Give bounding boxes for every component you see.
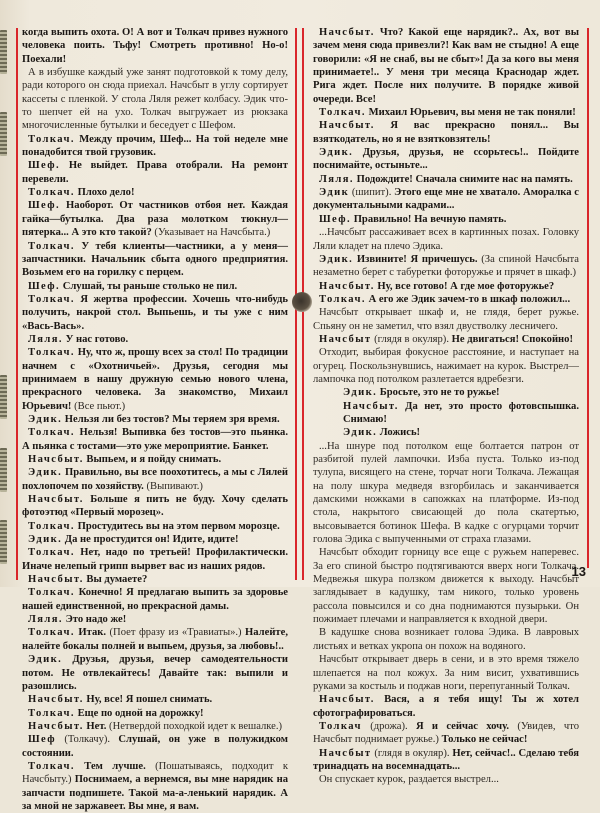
- dialogue-text: Я и сейчас хочу.: [407, 720, 510, 732]
- speaker-name: Шеф.: [28, 200, 61, 212]
- paragraph: [313, 280, 579, 293]
- speaker-name: Начсбыт.: [28, 454, 84, 465]
- speaker-name: Начсбыт.: [319, 120, 375, 132]
- dialogue-text: Не двигаться! Спокойно!: [448, 333, 573, 345]
- stage-direction: А в избушке каждый уже занят подготовкой к тому делу, ради которого он сюда приехал. Начсбыт в углу сортирует кассеты с пленкой. У стола Ляля режет колбасу. Эдик что-то шепчет ей на ухо. Толкач выгружает из рюкзака многочисленные бутылки и беседует с Шефом.: [22, 67, 288, 132]
- stage-direction: Отходит, выбирая фокусное расстояние, и наступает на огурец. Поскользнувшись, нажимает на курок. Выстрел—лампочка под потолком разлетается вдребезги.: [313, 347, 579, 385]
- paragraph: [313, 306, 579, 333]
- page-number: 13: [571, 564, 586, 579]
- speaker-name: Толкач.: [28, 133, 75, 145]
- speaker-name: Эдик.: [319, 147, 354, 159]
- left-column-text: [22, 26, 288, 813]
- paragraph: [313, 400, 579, 427]
- dialogue-text: Поснимаем, а вернемся, вы мне нарядик на запчасти подпишете. Такой ма-а-ленький нарядик. А за мной не заржавеет. Вы мне, я вам.: [22, 774, 288, 812]
- paragraph: [313, 386, 579, 399]
- dialogue-text: Налейте, налейте бокалы полней и выпьем, друзья, за любовь!..: [22, 627, 288, 652]
- dialogue-text: Правильно! На вечную память.: [351, 213, 507, 225]
- binding-ring: [0, 520, 7, 564]
- paragraph: [22, 159, 288, 186]
- speaker-name: Толкач.: [28, 293, 75, 305]
- speaker-name: Ляля.: [28, 333, 63, 345]
- paragraph: [22, 240, 288, 280]
- stage-direction: В кадушке снова возникает голова Эдика. В лавровых листьях и ветках укропа он похож на водяного.: [313, 627, 579, 652]
- paragraph: [22, 426, 288, 453]
- speaker-name: Начсбыт.: [319, 280, 375, 292]
- dialogue-text: Я жертва профессии. Хочешь что-нибудь получить, накрой стол. Выпьешь, и ты уже с ним «Вась-Вась».: [22, 293, 288, 332]
- dialogue-text: Бросьте, это не то ружье!: [377, 387, 500, 399]
- speaker-name: Эдик.: [343, 387, 378, 399]
- speaker-name: Начсбыт: [319, 747, 372, 759]
- dialogue-text: Ложись!: [377, 427, 421, 439]
- speaker-name: Начсбыт.: [28, 694, 84, 706]
- paragraph: [22, 720, 288, 733]
- speaker-name: Толкач.: [28, 240, 75, 252]
- dialogue-text: Друзья, друзья, вечер самодеятельности потом. Не отвлекайтесь! Давайте так: выпили и разошлись.: [22, 654, 288, 692]
- stage-direction: (Все пьют.): [71, 400, 126, 412]
- dialogue-text: Ну, все! Я пошел снимать.: [83, 694, 213, 706]
- speaker-name: Эдик.: [28, 534, 63, 546]
- dialogue-text: Не выйдет. Права отобрали. На ремонт перевели.: [22, 160, 288, 185]
- dialogue-text: Правильно, вы все поохотитесь, а мы с Лялей похлопочем по хозяйству.: [22, 467, 288, 492]
- dialogue-text: Ну, что ж, прошу всех за стол! По традиции начнем с «Охотничьей». Друзья, сегодня мы принимаем в нашу дружную семью нового члена, прекрасного человека. За знакомство, Михаил Юрьевич!: [22, 347, 288, 412]
- speaker-name: Шеф: [28, 734, 56, 746]
- paragraph: [22, 493, 288, 520]
- paragraph: [313, 626, 579, 653]
- speaker-name: Эдик.: [28, 413, 63, 425]
- dialogue-text: Что? Какой еще нарядик?.. Ах, вот вы зачем меня сюда привезли?! Как вам не стыдно! А еще говорили: «Я не снаб, вы не сбыт»! Да за кого вы меня принимаете!.. У меня три месяца Краснодар ждет. Рига ждет. После них получите. В порядке живой очереди. Все!: [313, 27, 579, 105]
- paragraph: [313, 186, 579, 213]
- paragraph: [22, 280, 288, 293]
- speaker-name: Толкач.: [28, 347, 75, 359]
- paragraph: [22, 586, 288, 613]
- paragraph: [22, 707, 288, 720]
- stage-direction: (Поет фразу из «Травиаты».): [106, 627, 242, 639]
- stage-direction: (За спиной Начсбыта незаметно берет с табуретки фоторужье и прячет в шкаф.): [313, 253, 579, 279]
- left-column-rule-left: [16, 28, 18, 580]
- paragraph: [22, 733, 288, 760]
- dialogue-text: У тебя клиенты—частники, а у меня—запчастники. Начальник сбыта одного предприятия. Возьмем его на горилку с перцем.: [22, 240, 288, 279]
- dialogue-text: Я вас прекрасно понял... Вы взяткодатель, но я не взятковзятель!: [313, 120, 579, 145]
- paragraph: [313, 226, 579, 253]
- speaker-name: Начсбыт.: [319, 694, 375, 706]
- dialogue-text: Ну, все готово! А где мое фоторужье?: [374, 280, 555, 292]
- stage-direction: (Указывает на Начсбыта.): [151, 227, 271, 239]
- paragraph: [313, 747, 579, 774]
- speaker-name: Начсбыт.: [343, 400, 399, 412]
- dialogue-text: Тем лучше.: [74, 760, 146, 772]
- paragraph: [313, 293, 579, 306]
- speaker-name: Ляля.: [28, 614, 63, 626]
- stage-direction: Начсбыт обходит горницу все еще с ружьем наперевес. За его спиной быстро подтягиваются вверх ноги Толкача. Медвежья шкура ползком движется к выходу. Начсбыт заглядывает в кадушку, там никого, только уровень рассола повысился и со дна поднимаются пузырьки. Он пожимает плечами и направляется к входной двери.: [313, 547, 579, 626]
- dialogue-text: Итак.: [74, 627, 107, 639]
- speaker-name: Толкач.: [28, 760, 75, 772]
- dialogue-text: Нет, сейчас!.. Сделаю тебя тринадцать на восемнадцать...: [313, 747, 579, 772]
- stage-direction: (Нетвердой походкой идет к вешалке.): [106, 720, 283, 732]
- speaker-name: Толкач.: [28, 520, 75, 532]
- paragraph: [313, 26, 579, 106]
- paragraph: [22, 760, 288, 813]
- dialogue-text: Только не сейчас!: [438, 734, 528, 746]
- stage-direction: (глядя в окуляр).: [371, 747, 450, 759]
- dialogue-text: Вася, а я тебя ищу! Ты ж хотел сфотографироваться.: [313, 694, 579, 719]
- dialogue-text: Еще по одной на дорожку!: [74, 707, 204, 719]
- dialogue-text: Нет, надо по третьей! Профилактически. Иначе нелепый грипп вырвет вас из наших рядов.: [22, 547, 288, 572]
- speaker-name: Толкач.: [319, 107, 366, 119]
- dialogue-text: Нет.: [83, 720, 107, 732]
- dialogue-text: Плохо дело!: [74, 187, 135, 199]
- speaker-name: Эдик.: [28, 467, 63, 479]
- speaker-name: Толкач: [319, 720, 362, 732]
- paragraph: [313, 653, 579, 693]
- right-column-text: [313, 26, 579, 787]
- stage-direction: (глядя в окуляр).: [371, 333, 449, 345]
- dialogue-text: А его же Эдик зачем-то в шкаф положил...: [365, 293, 571, 305]
- binding-ring: [0, 112, 7, 156]
- paragraph: [313, 440, 579, 547]
- paragraph: [22, 626, 288, 653]
- dialogue-text: Извините! Я причешусь.: [353, 253, 478, 265]
- paragraph: [22, 466, 288, 493]
- paragraph: [22, 546, 288, 573]
- paragraph: [313, 426, 579, 439]
- dialogue-text: Больше я пить не буду. Хочу сделать фотоэтюд «Первый морозец».: [22, 494, 288, 519]
- paragraph: [22, 520, 288, 533]
- speaker-name: Толкач.: [28, 707, 75, 719]
- dialogue-text: Конечно! Я предлагаю выпить за здоровье нашей единственной, но прекрасной дамы.: [22, 587, 288, 612]
- dialogue-text: Это надо же!: [62, 614, 127, 626]
- dialogue-text: Друзья, друзья, не ссорьтесь!.. Пойдите поснимайте, остыньте...: [313, 147, 579, 172]
- dialogue-text: Нельзя! Выпивка без тостов—это пьянка. А пьянка с тостами—это уже мероприятие. Банкет.: [22, 427, 288, 452]
- stage-direction: (Выпивают.): [143, 480, 203, 492]
- speaker-name: Начсбыт: [319, 333, 372, 345]
- speaker-name: Начсбыт.: [28, 494, 84, 506]
- speaker-name: Толкач.: [319, 293, 366, 305]
- speaker-name: Толкач.: [28, 187, 75, 199]
- paragraph: [22, 333, 288, 346]
- speaker-name: Шеф.: [28, 280, 61, 292]
- speaker-name: Начсбыт.: [319, 27, 375, 38]
- dialogue-text: Простудитесь вы на этом первом морозце.: [74, 520, 280, 532]
- paragraph: [22, 346, 288, 413]
- stage-direction: (Толкачу).: [56, 734, 111, 746]
- paragraph: [22, 199, 288, 239]
- speaker-name: Толкач.: [28, 427, 75, 439]
- paragraph: [313, 333, 579, 346]
- stage-direction: (шипит).: [349, 187, 392, 199]
- speaker-name: Эдик.: [319, 253, 354, 265]
- stage-direction: (дрожа).: [361, 720, 408, 732]
- paragraph: [22, 453, 288, 466]
- dialogue-text: Да не простудится он! Идите, идите!: [62, 534, 239, 546]
- binding-ring: [0, 375, 7, 419]
- stage-direction: Начсбыт открывает шкаф и, не глядя, берет ружье. Спьяну он не заметил, что взял двустволку лесничего.: [313, 307, 579, 332]
- speaker-name: Толкач.: [28, 587, 75, 599]
- dialogue-text: У нас готово.: [62, 333, 129, 345]
- dialogue-text: Нельзя ли без тостов? Мы теряем зря время.: [62, 413, 280, 425]
- right-column-rule-right: [587, 28, 589, 568]
- speaker-name: Ляля.: [319, 173, 354, 185]
- dialogue-text: Наоборот. От частников отбоя нет. Каждая гайка—бутылка. Два раза молотком тюкнул—пятерка... А это кто такой?: [22, 200, 288, 239]
- punch-hole: [292, 292, 312, 312]
- speaker-name: Начсбыт.: [28, 720, 84, 732]
- paragraph: [313, 173, 579, 186]
- dialogue-text: Да нет, это просто фотовспышка. Снимаю!: [343, 400, 579, 425]
- paragraph: [22, 293, 288, 333]
- dialogue-text: Этого еще мне не хватало. Аморалка с документальными кадрами...: [313, 187, 579, 212]
- speaker-name: Шеф.: [28, 160, 61, 172]
- binding-ring: [0, 30, 7, 74]
- binding-ring: [0, 448, 7, 492]
- paragraph: [22, 653, 288, 693]
- speaker-name: Шеф.: [319, 213, 352, 225]
- paragraph: [313, 546, 579, 626]
- paragraph: [313, 106, 579, 119]
- paragraph: [313, 346, 579, 386]
- dialogue-text: Между прочим, Шеф... На той неделе мне понадобится твой грузовик.: [22, 133, 288, 159]
- dialogue-text: Выпьем, и я пойду снимать.: [83, 454, 222, 465]
- paragraph: [22, 693, 288, 706]
- dialogue-text: Михаил Юрьевич, вы меня не так поняли!: [365, 107, 576, 119]
- paragraph: [313, 720, 579, 747]
- stage-direction: Он спускает курок, раздается выстрел...: [319, 774, 499, 786]
- dialogue-text: Подождите! Сначала снимите нас на память.: [353, 173, 573, 185]
- paragraph: [22, 133, 288, 160]
- paragraph: [22, 573, 288, 586]
- dialogue-text: Слушай, ты раньше столько не пил.: [60, 280, 238, 292]
- paragraph: [22, 533, 288, 546]
- paragraph: [313, 213, 579, 226]
- speaker-name: Эдик.: [343, 427, 378, 439]
- dialogue-text: когда выпить охота. О! А вот и Толкач привез нужного человека поить. Тьфу! Смотреть противно! Но-о! Поехали!: [22, 27, 288, 65]
- speaker-name: Толкач.: [28, 547, 75, 559]
- stage-direction: ...На шнуре под потолком еще болтается патрон от разбитой пулей лампочки. Изба пуста. Только из-под тулупа, висящего на стене, торчат ноги Толкача. Лежащая на полу шкура медведя взгорбилась и заканчивается дамскими ножками в сапожках на платформе. Из-под стола, накрытого свисающей до пола скатертью, высовывается ботинок Шефа. В кадке с огурцами торчит голова Эдика с выпученными от страха глазами.: [313, 440, 579, 546]
- speaker-name: Начсбыт.: [28, 574, 84, 586]
- paragraph: [22, 26, 288, 66]
- paragraph: [22, 413, 288, 426]
- speaker-name: Эдик.: [28, 654, 63, 666]
- paragraph: [313, 146, 579, 173]
- dialogue-text: Вы думаете?: [83, 574, 148, 586]
- paragraph: [22, 613, 288, 626]
- paragraph: [22, 66, 288, 133]
- paragraph: [313, 253, 579, 280]
- paragraph: [313, 773, 579, 786]
- stage-direction: ...Начсбыт рассаживает всех в картинных позах. Головку Ляли кладет на плечо Эдика.: [313, 227, 579, 252]
- speaker-name: Эдик: [319, 187, 350, 199]
- stage-direction: Начсбыт открывает дверь в сени, и в это время тяжело шлепается на пол кожух. За ним висит, ухватившись руками за костыль и поджав ноги, перепуганный Толкач.: [313, 654, 579, 692]
- stage-direction: (Увидев, что Начсбыт поднимает ружье.): [313, 720, 580, 746]
- paragraph: [22, 186, 288, 199]
- speaker-name: Толкач.: [28, 627, 75, 639]
- dialogue-text: Слушай, он уже в полужидком состоянии.: [22, 734, 288, 759]
- paragraph: [313, 693, 579, 720]
- paragraph: [313, 119, 579, 146]
- stage-direction: (Пошатываясь, подходит к Начсбыту.): [22, 760, 288, 786]
